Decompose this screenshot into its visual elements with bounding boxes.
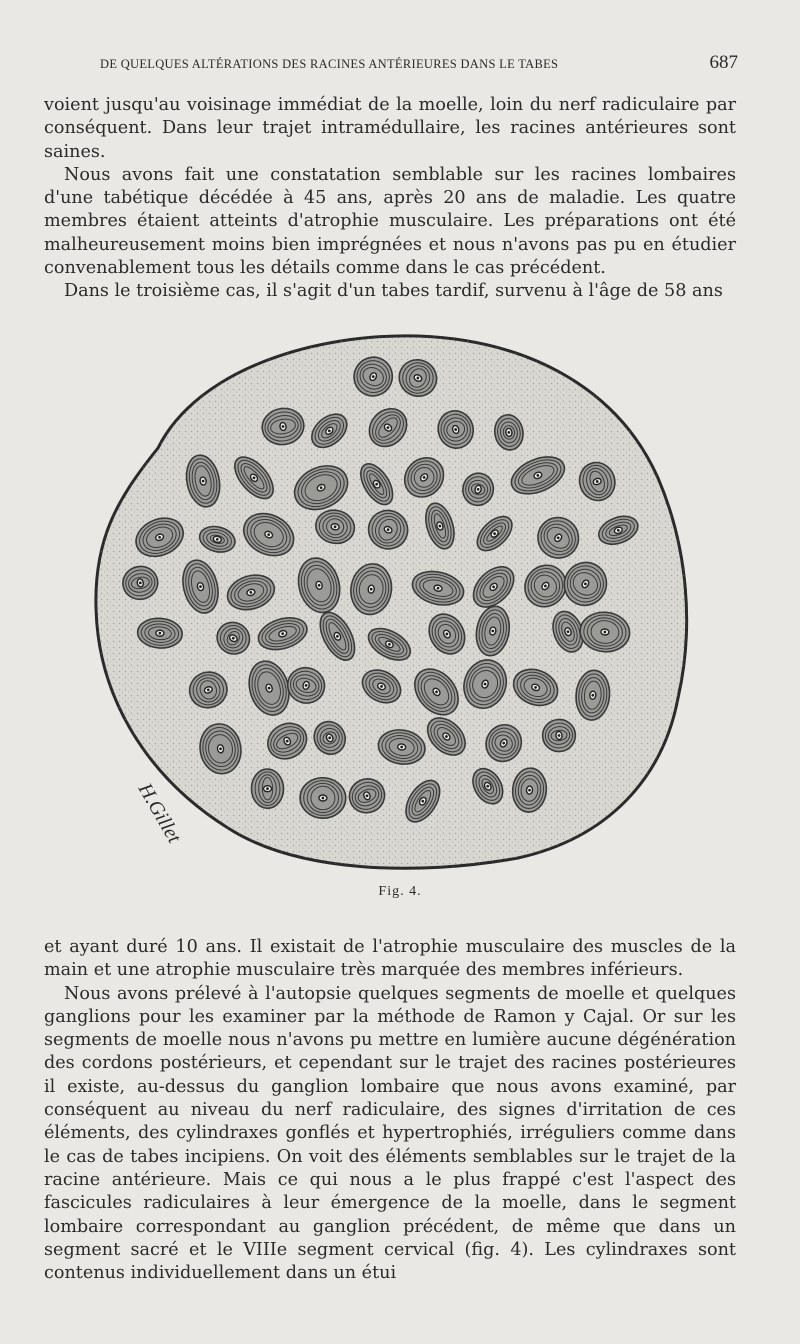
running-header xyxy=(100,52,738,82)
figure-caption: Fig. 4. xyxy=(378,884,422,899)
paragraph: Nous avons prélevé à l'autopsie quelques segments de moelle et quelques ganglions pour les examiner par la méthode de Ramon y Cajal. Or sur les segments de moelle nous n'avons pu mettre en lumière aucune dégénération des cordons postérieurs, et cependant sur le trajet des racines postérieures il existe, au-dessus du ganglion lombaire que nous avons examiné, par conséquent au niveau du nerf radiculaire, des signes d'irritation de ces éléments, des cylindraxes gonflés et hypertrophiés, irréguliers comme dans le cas de tabes incipiens. On voit des éléments semblables sur le trajet de la racine antérieure. Mais ce qui nous a le plus frappé c'est l'aspect des fascicules radiculaires à leur émergence de la moelle, dans le segment lombaire correspondant au ganglion précédent, de même que dans un segment sacré et le VIIIe segment cervical (fig. 4). Les cylindraxes sont contenus individuellement dans un étui xyxy=(44,983,736,1284)
artist-signature: H.Gillet xyxy=(133,779,186,847)
paragraph: voient jusqu'au voisinage immédiat de la moelle, loin du nerf radiculaire par conséquent. Dans leur trajet intramédullaire, les racines antérieures sont saines. xyxy=(44,95,736,162)
histology-figure xyxy=(88,328,694,876)
paragraph: et ayant duré 10 ans. Il existait de l'atrophie musculaire des muscles de la main et une atrophie musculaire très marquée des membres inférieurs. xyxy=(44,937,736,981)
running-title: DE QUELQUES ALTÉRATIONS DES RACINES ANTÉRIEURES DANS LE TABES xyxy=(100,57,559,71)
fascicle xyxy=(251,769,284,809)
paragraph: Nous avons fait une constatation semblable sur les racines lombaires d'une tabétique décédée à 45 ans, après 20 ans de maladie. Les quatre membres étaient atteints d'atrophie musculaire. Les préparations ont été malheureusement moins bien imprégnées et nous n'avons pas pu en étudier convenablement tous les détails comme dans le cas précédent. xyxy=(44,164,736,279)
paragraph: Dans le troisième cas, il s'agit d'un tabes tardif, survenu à l'âge de 58 ans xyxy=(64,281,723,302)
body-text-bottom xyxy=(44,936,736,1285)
body-text-top xyxy=(44,94,736,304)
nerve-cross-section-drawing xyxy=(88,328,694,876)
page-number: 687 xyxy=(709,52,738,73)
